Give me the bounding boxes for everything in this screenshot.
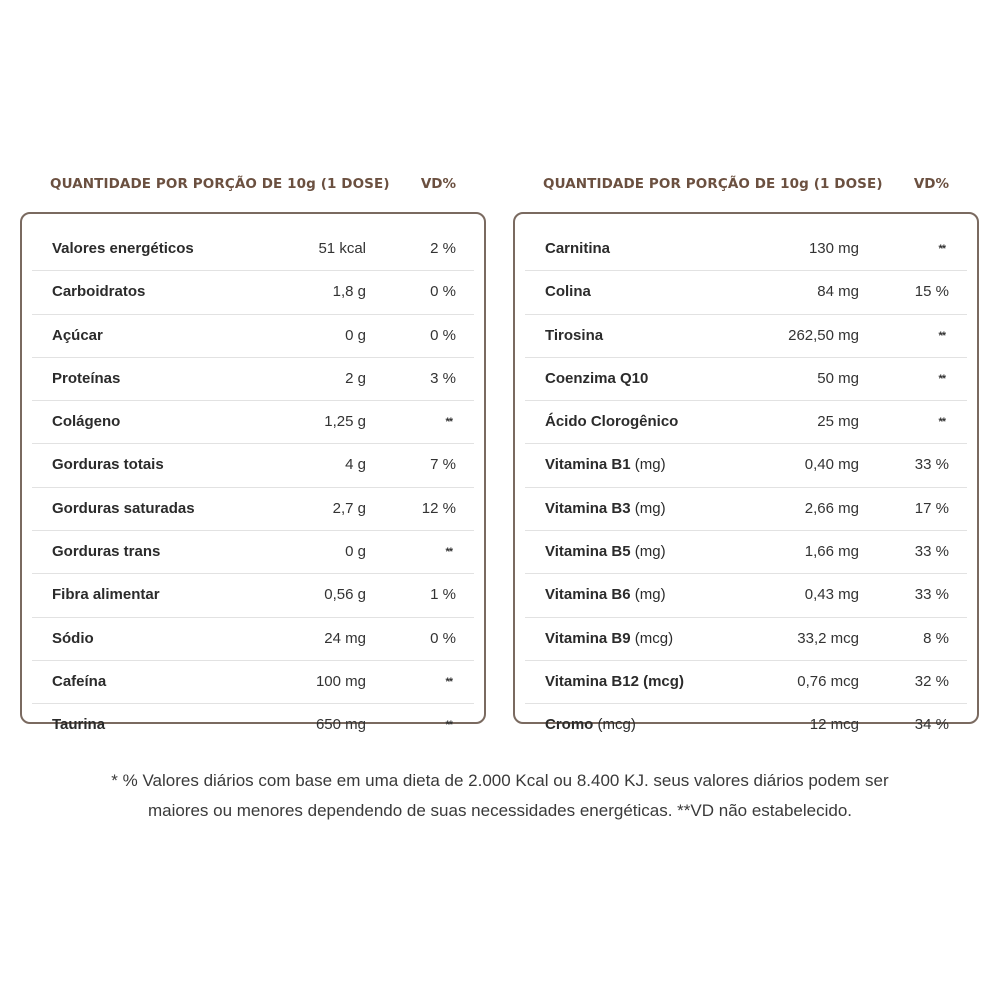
nutrient-unit: (mg) — [630, 499, 666, 517]
nutrient-amount: 2,66 mg — [804, 499, 859, 517]
nutrient-amount: 0,43 mg — [804, 586, 859, 604]
nutrient-name — [545, 271, 591, 313]
nutrient-amount: 100 mg — [315, 672, 366, 690]
nutrient-name — [545, 618, 673, 660]
nutrient-name — [545, 574, 666, 616]
table-row — [525, 531, 967, 574]
nutrient-unit: (mg) — [630, 586, 666, 604]
table-row — [32, 271, 474, 314]
nutrient-vd: ** — [938, 329, 945, 342]
nutrient-name — [52, 661, 106, 703]
nutrient-name — [52, 228, 194, 270]
nutrient-label: Vitamina B9 — [545, 629, 631, 647]
table-row — [525, 488, 967, 531]
nutrient-unit: (mcg) — [630, 629, 674, 647]
nutrient-name — [545, 531, 666, 573]
nutrient-amount: 2,7 g — [332, 499, 366, 517]
nutrient-label: Açúcar — [52, 326, 103, 344]
nutrient-amount: 0 g — [345, 326, 366, 344]
nutrient-amount: 51 kcal — [318, 240, 366, 257]
nutrient-vd: 0 % — [430, 326, 456, 344]
nutrient-vd: 0 % — [430, 629, 456, 647]
table-row — [32, 531, 474, 574]
nutrient-vd: 2 % — [430, 240, 456, 257]
nutrient-label: Vitamina B5 — [545, 543, 631, 561]
nutrient-label: Ácido Clorogênico — [545, 413, 679, 431]
nutrient-name — [545, 228, 610, 270]
nutrition-table-left — [20, 172, 486, 734]
nutrient-amount: 0,40 mg — [804, 456, 859, 474]
nutrient-unit: (mg) — [630, 543, 666, 561]
table-box — [513, 212, 979, 734]
table-row — [525, 228, 967, 271]
nutrient-label: Vitamina B1 — [545, 456, 631, 474]
nutrient-name — [545, 358, 648, 400]
nutrient-amount: 0 g — [345, 543, 366, 561]
nutrient-vd: ** — [445, 416, 452, 429]
nutrient-label: Gorduras totais — [52, 456, 164, 474]
nutrient-label: Carnitina — [545, 240, 611, 257]
nutrient-vd: 3 % — [430, 369, 456, 387]
nutrient-name — [52, 574, 160, 616]
footnote-line-2: maiores ou menores dependendo de suas necessidades energéticas. **VD não estabelecido. — [147, 801, 853, 820]
table-row — [32, 488, 474, 531]
table-row — [32, 704, 474, 746]
nutrient-name — [545, 401, 678, 443]
nutrient-label: Taurina — [52, 716, 106, 734]
table-box — [20, 212, 486, 734]
nutrient-label: Tirosina — [545, 326, 604, 344]
table-row — [32, 444, 474, 487]
nutrient-name — [52, 618, 94, 660]
nutrient-amount: 650 mg — [315, 716, 366, 734]
nutrient-label: Carboidratos — [52, 283, 146, 301]
nutrient-label: Coenzima Q10 — [545, 369, 649, 387]
nutrient-amount: 1,66 mg — [804, 543, 859, 561]
nutrient-amount: 130 mg — [808, 240, 859, 257]
nutrient-vd: 33 % — [914, 543, 949, 561]
nutrient-name — [52, 315, 103, 357]
table-row — [525, 704, 967, 746]
nutrient-name — [52, 401, 120, 443]
nutrient-vd: 8 % — [923, 629, 949, 647]
table-row — [32, 401, 474, 444]
footnote — [0, 766, 1000, 826]
nutrient-label: Vitamina B12 (mcg) — [545, 672, 684, 690]
nutrient-amount: 33,2 mcg — [797, 629, 859, 647]
table-row — [525, 401, 967, 444]
nutrient-label: Cafeína — [52, 672, 107, 690]
nutrient-label: Colina — [545, 283, 591, 301]
nutrient-label: Vitamina B3 — [545, 499, 631, 517]
table-row — [525, 574, 967, 617]
table-row — [32, 574, 474, 617]
nutrient-amount: 0,56 g — [324, 586, 366, 604]
nutrient-vd: 15 % — [914, 283, 949, 301]
table-header — [20, 172, 486, 212]
nutrient-amount: 1,8 g — [332, 283, 366, 301]
header-title: QUANTIDADE POR PORÇÃO DE 10g (1 DOSE) — [543, 176, 883, 192]
nutrient-label: Sódio — [52, 629, 94, 647]
header-title: QUANTIDADE POR PORÇÃO DE 10g (1 DOSE) — [50, 176, 390, 192]
nutrient-vd: 34 % — [914, 716, 949, 734]
table-row — [525, 315, 967, 358]
header-vd: VD% — [913, 176, 949, 192]
table-row — [525, 358, 967, 401]
nutrient-unit: (mcg) — [593, 716, 636, 734]
nutrient-amount: 262,50 mg — [788, 326, 859, 344]
table-row — [32, 315, 474, 358]
nutrient-amount: 2 g — [345, 369, 366, 387]
nutrient-amount: 50 mg — [817, 369, 859, 387]
table-row — [32, 661, 474, 704]
nutrient-name — [52, 444, 164, 486]
nutrient-vd: ** — [445, 719, 452, 732]
nutrient-label: Cromo — [545, 716, 594, 734]
nutrient-amount: 12 mcg — [809, 716, 859, 734]
nutrient-vd: 32 % — [914, 672, 949, 690]
nutrient-name — [52, 531, 160, 573]
table-row — [525, 271, 967, 314]
nutrient-label: Valores energéticos — [52, 240, 194, 257]
nutrient-vd: 12 % — [421, 499, 456, 517]
nutrient-vd: 1 % — [430, 586, 456, 604]
nutrient-name — [545, 488, 666, 530]
nutrient-label: Proteínas — [52, 369, 121, 387]
nutrient-label: Gorduras trans — [52, 543, 161, 561]
footnote-line-1: * % Valores diários com base em uma dieta de 2.000 Kcal ou 8.400 KJ. seus valores diários podem ser — [111, 771, 889, 790]
table-header — [513, 172, 979, 212]
nutrient-name — [52, 488, 195, 530]
nutrient-vd: 17 % — [914, 499, 949, 517]
nutrient-vd: 0 % — [430, 283, 456, 301]
nutrient-vd: 33 % — [914, 586, 949, 604]
nutrient-name — [52, 704, 105, 746]
nutrient-label: Gorduras saturadas — [52, 499, 195, 517]
nutrient-name — [52, 271, 145, 313]
nutrient-vd: ** — [445, 675, 452, 688]
nutrient-name — [545, 444, 666, 486]
nutrient-vd: ** — [938, 372, 945, 385]
nutrient-label: Vitamina B6 — [545, 586, 631, 604]
nutrient-amount: 24 mg — [324, 629, 366, 647]
table-row — [525, 444, 967, 487]
nutrient-name — [545, 704, 636, 746]
table-row — [525, 661, 967, 704]
nutrient-amount: 4 g — [345, 456, 366, 474]
nutrient-amount: 25 mg — [817, 413, 859, 431]
table-row — [32, 358, 474, 401]
nutrient-vd: 7 % — [430, 456, 456, 474]
nutrient-amount: 0,76 mcg — [797, 672, 859, 690]
nutrition-table-right — [513, 172, 979, 734]
nutrient-amount: 1,25 g — [324, 413, 366, 431]
table-row — [525, 618, 967, 661]
header-vd: VD% — [420, 176, 456, 192]
nutrient-name — [52, 358, 120, 400]
nutrient-vd: 33 % — [914, 456, 949, 474]
nutrient-vd: ** — [938, 416, 945, 429]
nutrient-name — [545, 315, 603, 357]
table-row — [32, 618, 474, 661]
nutrient-amount: 84 mg — [817, 283, 859, 301]
nutrient-vd: ** — [938, 243, 945, 255]
nutrient-vd: ** — [445, 546, 452, 559]
nutrient-unit: (mg) — [630, 456, 666, 474]
nutrient-label: Colágeno — [52, 413, 121, 431]
table-row — [32, 228, 474, 271]
nutrient-name — [545, 661, 684, 703]
nutrient-label: Fibra alimentar — [52, 586, 160, 604]
